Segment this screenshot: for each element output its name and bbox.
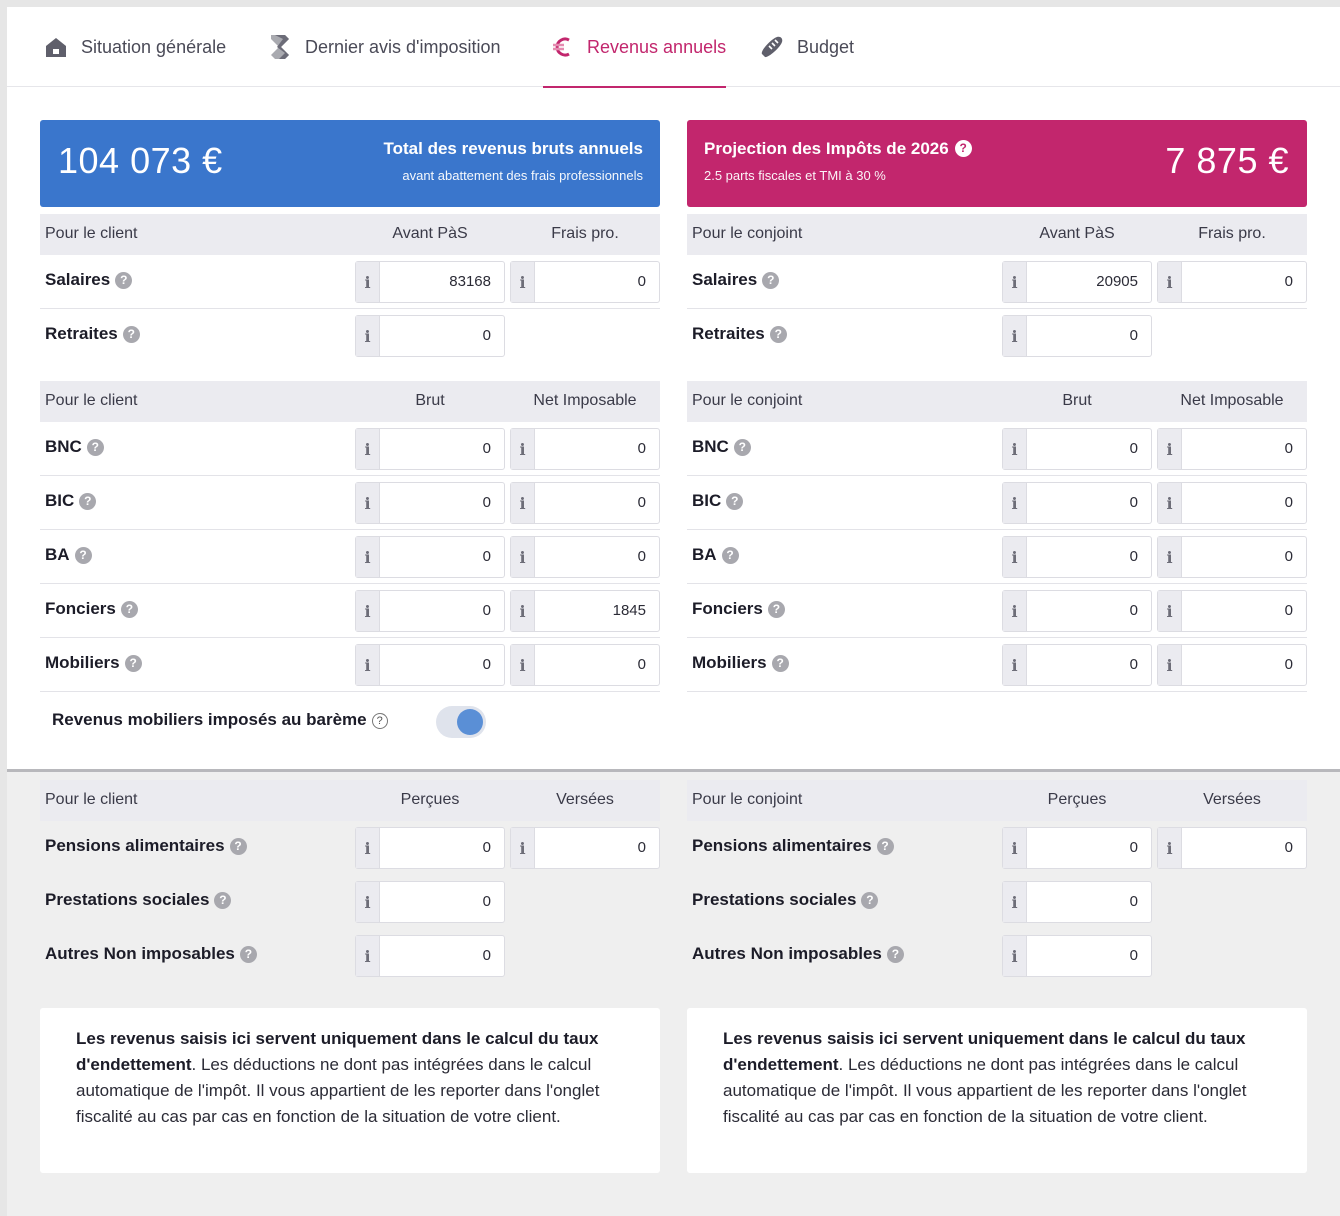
tab-label: Revenus annuels (587, 36, 727, 57)
amount-input[interactable] (510, 644, 660, 686)
table-row-ba (40, 530, 660, 584)
row-label-wrap (45, 836, 247, 856)
bareme-toggle-label: Revenus mobiliers imposés au barème (52, 710, 367, 729)
amount-input[interactable] (1002, 881, 1152, 923)
note-text: . Les déductions ne dont pas intégrées dans le calcul automatique de l'impôt. Il vous appartient de les reporter dans l'onglet fiscalité au cas par cas en fonction de la situation de votre client. (76, 1055, 600, 1126)
tab-situation-generale[interactable] (43, 7, 226, 87)
amount-value[interactable]: 0 (482, 548, 491, 565)
header-col1: Brut (415, 392, 445, 409)
table-row-pensions (687, 821, 1307, 875)
help-icon[interactable]: ? (955, 140, 972, 157)
amount-input[interactable] (1157, 261, 1307, 303)
bareme-toggle-switch[interactable] (436, 706, 486, 738)
note-conjoint (687, 1008, 1307, 1173)
info-icon[interactable]: i (511, 483, 535, 523)
info-icon[interactable]: i (1158, 483, 1182, 523)
tab-dernier-avis[interactable] (267, 7, 501, 87)
info-icon[interactable]: i (356, 429, 380, 469)
header-col1: Avant PàS (392, 225, 468, 242)
header-col1: Brut (1062, 392, 1092, 409)
amount-value[interactable]: 0 (1284, 494, 1293, 511)
total-revenus-banner (40, 120, 660, 207)
table-row-prestations (687, 875, 1307, 929)
amount-input[interactable] (1002, 590, 1152, 632)
amount-input[interactable] (1002, 428, 1152, 470)
info-icon[interactable]: i (356, 882, 380, 922)
help-icon[interactable]: ? (214, 892, 231, 909)
amount-input[interactable] (510, 428, 660, 470)
header-col2: Net Imposable (533, 392, 637, 409)
bareme-toggle-label-wrap (52, 710, 388, 730)
amount-input[interactable] (355, 827, 505, 869)
table-row-pensions (40, 821, 660, 875)
amount-value[interactable]: 0 (1129, 839, 1138, 856)
table-row-salaires (40, 255, 660, 309)
help-icon[interactable]: ? (861, 892, 878, 909)
amount-value[interactable]: 0 (637, 548, 646, 565)
amount-value[interactable]: 20905 (1096, 273, 1138, 290)
row-label: BIC (692, 491, 722, 510)
info-icon[interactable]: i (356, 591, 380, 631)
table-row-autres (687, 929, 1307, 983)
table-row-fonciers (687, 584, 1307, 638)
euro-icon (549, 34, 575, 60)
row-label-wrap (692, 890, 878, 910)
header-col1: Perçues (400, 791, 460, 808)
amount-input[interactable] (510, 482, 660, 524)
row-label-wrap (45, 653, 142, 673)
row-label: Salaires (692, 270, 758, 289)
amount-input[interactable] (1002, 315, 1152, 357)
amount-input[interactable] (1157, 827, 1307, 869)
amount-value[interactable]: 0 (482, 327, 491, 344)
amount-value[interactable]: 0 (482, 494, 491, 511)
info-icon[interactable]: i (356, 645, 380, 685)
table-row-autres (40, 929, 660, 983)
amount-value[interactable]: 83168 (449, 273, 491, 290)
table-row-retraites (40, 309, 660, 363)
amount-value[interactable]: 0 (637, 273, 646, 290)
table-header (40, 780, 660, 821)
tab-revenus-annuels[interactable] (543, 7, 726, 87)
info-icon[interactable]: i (1158, 537, 1182, 577)
row-label-wrap (45, 437, 104, 457)
row-label: Prestations sociales (692, 890, 857, 909)
row-label: Autres Non imposables (692, 944, 882, 963)
row-label-wrap (692, 491, 743, 511)
info-icon[interactable]: i (511, 429, 535, 469)
row-label-wrap (692, 836, 894, 856)
amount-value[interactable]: 1845 (612, 602, 646, 619)
info-icon[interactable]: i (1003, 882, 1027, 922)
table-header (40, 214, 660, 255)
info-icon[interactable]: i (1158, 262, 1182, 302)
info-icon[interactable]: i (511, 645, 535, 685)
row-label-wrap (692, 545, 739, 565)
amount-value[interactable]: 0 (1284, 602, 1293, 619)
tab-label: Situation générale (81, 36, 227, 57)
amount-input[interactable] (510, 827, 660, 869)
amount-value[interactable]: 0 (1129, 893, 1138, 910)
info-icon[interactable]: i (1003, 591, 1027, 631)
bread-icon (759, 34, 785, 60)
amount-input[interactable] (1002, 644, 1152, 686)
amount-input[interactable] (355, 482, 505, 524)
amount-input[interactable] (355, 644, 505, 686)
row-label: Fonciers (45, 599, 116, 618)
header-col2: Versées (556, 791, 614, 808)
table-row-bic (687, 476, 1307, 530)
scroll-icon (267, 34, 293, 60)
help-icon[interactable]: ? (240, 946, 257, 963)
help-icon[interactable]: ? (121, 601, 138, 618)
amount-value[interactable]: 0 (1129, 602, 1138, 619)
help-icon[interactable]: ? (722, 547, 739, 564)
row-label-wrap (45, 270, 132, 290)
projection-impots-banner (687, 120, 1307, 207)
amount-value[interactable]: 0 (1284, 273, 1293, 290)
amount-input[interactable] (1002, 536, 1152, 578)
total-amount: 104 073 € (58, 140, 223, 181)
info-icon[interactable]: i (511, 591, 535, 631)
header-col1: Perçues (1047, 791, 1107, 808)
info-icon[interactable]: i (356, 537, 380, 577)
amount-input[interactable] (1002, 935, 1152, 977)
info-icon[interactable]: i (1003, 645, 1027, 685)
amount-input[interactable] (1002, 827, 1152, 869)
header-col2: Versées (1203, 791, 1261, 808)
projection-subtitle: 2.5 parts fiscales et TMI à 30 % (704, 168, 886, 183)
amount-value[interactable]: 0 (637, 494, 646, 511)
row-label-wrap (692, 653, 789, 673)
amount-value[interactable]: 0 (1129, 494, 1138, 511)
help-icon[interactable]: ? (762, 272, 779, 289)
help-icon[interactable]: ? (123, 326, 140, 343)
row-label: BNC (692, 437, 729, 456)
row-label: BNC (45, 437, 82, 456)
amount-value[interactable]: 0 (637, 839, 646, 856)
header-who: Pour le client (45, 791, 138, 808)
amount-input[interactable] (355, 536, 505, 578)
help-icon[interactable]: ? (877, 838, 894, 855)
amount-value[interactable]: 0 (1284, 839, 1293, 856)
row-label-wrap (45, 545, 92, 565)
amount-input[interactable] (1157, 590, 1307, 632)
help-icon[interactable]: ? (772, 655, 789, 672)
amount-value[interactable]: 0 (637, 656, 646, 673)
amount-input[interactable] (1002, 261, 1152, 303)
row-label-wrap (45, 599, 138, 619)
info-icon[interactable]: i (1003, 316, 1027, 356)
amount-input[interactable] (1002, 482, 1152, 524)
info-icon[interactable]: i (1158, 828, 1182, 868)
amount-value[interactable]: 0 (1129, 947, 1138, 964)
header-who: Pour le conjoint (692, 392, 803, 409)
info-icon[interactable]: i (1003, 483, 1027, 523)
row-label: BIC (45, 491, 75, 510)
table-row-bic (40, 476, 660, 530)
row-label: Pensions alimentaires (692, 836, 872, 855)
note-bold: Les revenus saisis ici servent uniquement dans le calcul du taux d'endettement (723, 1029, 1246, 1074)
header-col1: Avant PàS (1039, 225, 1115, 242)
tab-budget[interactable] (759, 7, 854, 87)
table-header (687, 780, 1307, 821)
amount-value[interactable]: 0 (482, 440, 491, 457)
row-label: Fonciers (692, 599, 763, 618)
row-label: BA (692, 545, 717, 564)
tab-bar (7, 7, 1340, 87)
info-icon[interactable]: i (356, 483, 380, 523)
toggle-knob (457, 709, 483, 735)
help-icon[interactable]: ? (887, 946, 904, 963)
row-label: Salaires (45, 270, 111, 289)
row-label: Autres Non imposables (45, 944, 235, 963)
header-who: Pour le client (45, 225, 138, 242)
header-who: Pour le conjoint (692, 225, 803, 242)
header-who: Pour le client (45, 392, 138, 409)
amount-value[interactable]: 0 (482, 839, 491, 856)
row-label: Prestations sociales (45, 890, 210, 909)
info-icon[interactable]: i (511, 537, 535, 577)
info-icon[interactable]: i (356, 262, 380, 302)
help-icon[interactable]: ? (372, 713, 388, 729)
row-label-wrap (692, 599, 785, 619)
amount-value[interactable]: 0 (1284, 548, 1293, 565)
projection-title-wrap (704, 139, 972, 159)
help-icon[interactable]: ? (768, 601, 785, 618)
table-header (40, 381, 660, 422)
amount-input[interactable] (355, 428, 505, 470)
header-col2: Net Imposable (1180, 392, 1284, 409)
help-icon[interactable]: ? (734, 439, 751, 456)
amount-input[interactable] (355, 261, 505, 303)
header-col2: Frais pro. (1198, 225, 1266, 242)
house-icon (43, 34, 69, 60)
app-frame (7, 7, 1340, 1216)
table-row-prestations (40, 875, 660, 929)
help-icon[interactable]: ? (125, 655, 142, 672)
row-label-wrap (692, 324, 787, 344)
table-row-fonciers (40, 584, 660, 638)
table-row-mobiliers (687, 638, 1307, 692)
row-label: Pensions alimentaires (45, 836, 225, 855)
help-icon[interactable]: ? (115, 272, 132, 289)
row-label: BA (45, 545, 70, 564)
row-label-wrap (45, 491, 96, 511)
amount-value[interactable]: 0 (482, 602, 491, 619)
tab-label: Dernier avis d'imposition (305, 36, 501, 57)
info-icon[interactable]: i (511, 262, 535, 302)
amount-value[interactable]: 0 (482, 656, 491, 673)
row-label-wrap (45, 890, 231, 910)
row-label-wrap (45, 944, 257, 964)
amount-input[interactable] (510, 590, 660, 632)
info-icon[interactable]: i (356, 316, 380, 356)
table-row-ba (687, 530, 1307, 584)
amount-value[interactable]: 0 (1284, 656, 1293, 673)
row-label: Retraites (692, 324, 765, 343)
amount-input[interactable] (1157, 536, 1307, 578)
amount-input[interactable] (1157, 644, 1307, 686)
info-icon[interactable]: i (1158, 645, 1182, 685)
info-icon[interactable]: i (1003, 262, 1027, 302)
row-label: Retraites (45, 324, 118, 343)
total-subtitle: avant abattement des frais professionnels (402, 168, 643, 183)
amount-input[interactable] (1157, 428, 1307, 470)
amount-input[interactable] (355, 881, 505, 923)
info-icon[interactable]: i (1158, 429, 1182, 469)
table-header (687, 214, 1307, 255)
note-bold: Les revenus saisis ici servent uniquement dans le calcul du taux d'endettement (76, 1029, 599, 1074)
note-client (40, 1008, 660, 1173)
amount-input[interactable] (355, 935, 505, 977)
amount-value[interactable]: 0 (482, 893, 491, 910)
tab-label: Budget (797, 36, 855, 57)
total-title: Total des revenus bruts annuels (383, 139, 643, 158)
help-icon[interactable]: ? (87, 439, 104, 456)
amount-value[interactable]: 0 (1284, 440, 1293, 457)
table-row-mobiliers (40, 638, 660, 692)
info-icon[interactable]: i (1003, 537, 1027, 577)
note-text: . Les déductions ne dont pas intégrées dans le calcul automatique de l'impôt. Il vous appartient de les reporter dans l'onglet fiscalité au cas par cas en fonction de la situation de votre client. (723, 1055, 1247, 1126)
amount-value[interactable]: 0 (1129, 548, 1138, 565)
row-label: Mobiliers (692, 653, 767, 672)
amount-value[interactable]: 0 (482, 947, 491, 964)
table-row-bnc (687, 422, 1307, 476)
header-col2: Frais pro. (551, 225, 619, 242)
row-label-wrap (45, 324, 140, 344)
amount-value[interactable]: 0 (637, 440, 646, 457)
info-icon[interactable]: i (511, 828, 535, 868)
row-label-wrap (692, 944, 904, 964)
projection-title: Projection des Impôts de 2026 (704, 139, 949, 158)
amount-input[interactable] (1157, 482, 1307, 524)
help-icon[interactable]: ? (230, 838, 247, 855)
row-label-wrap (692, 270, 779, 290)
info-icon[interactable]: i (1158, 591, 1182, 631)
table-header (687, 381, 1307, 422)
help-icon[interactable]: ? (79, 493, 96, 510)
info-icon[interactable]: i (1003, 936, 1027, 976)
info-icon[interactable]: i (356, 828, 380, 868)
table-row-salaires (687, 255, 1307, 309)
bareme-toggle-row (47, 697, 667, 737)
help-icon[interactable]: ? (770, 326, 787, 343)
amount-input[interactable] (355, 590, 505, 632)
info-icon[interactable]: i (1003, 828, 1027, 868)
projection-amount: 7 875 € (1165, 140, 1289, 181)
row-label: Mobiliers (45, 653, 120, 672)
amount-input[interactable] (355, 315, 505, 357)
info-icon[interactable]: i (356, 936, 380, 976)
amount-value[interactable]: 0 (1129, 440, 1138, 457)
row-label-wrap (692, 437, 751, 457)
table-row-bnc (40, 422, 660, 476)
table-row-retraites (687, 309, 1307, 363)
amount-value[interactable]: 0 (1129, 327, 1138, 344)
help-icon[interactable]: ? (75, 547, 92, 564)
amount-input[interactable] (510, 536, 660, 578)
help-icon[interactable]: ? (726, 493, 743, 510)
amount-value[interactable]: 0 (1129, 656, 1138, 673)
info-icon[interactable]: i (1003, 429, 1027, 469)
header-who: Pour le conjoint (692, 791, 803, 808)
amount-input[interactable] (510, 261, 660, 303)
